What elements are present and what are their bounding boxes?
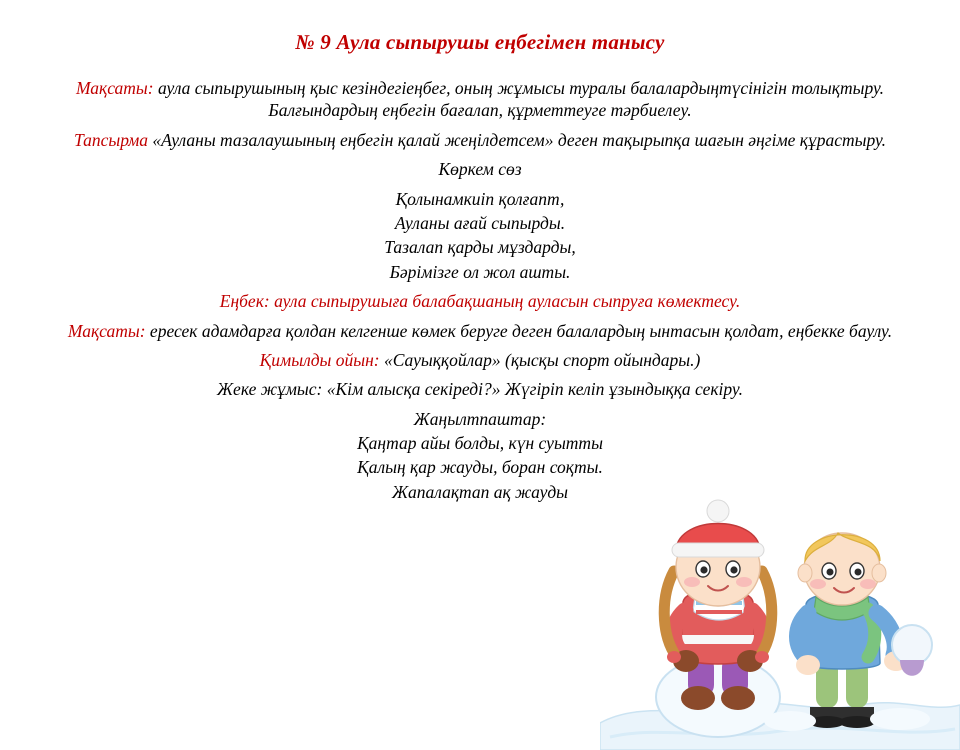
document-body (52, 55, 908, 503)
paragraph-lead: Еңбек: (219, 291, 270, 312)
hat-pompom (707, 500, 729, 522)
snow-bucket (900, 660, 924, 676)
paragraph-lead: Қимылды ойын: (259, 349, 380, 370)
paragraph-text: «Сауыққойлар» (қысқы спорт ойындары.) (379, 349, 701, 370)
paragraph-lead: Мақсаты: (75, 78, 154, 98)
girl-braid-left (664, 571, 674, 653)
paragraph-enbek (52, 290, 908, 312)
page-title: № 9 Аула сыпырушы еңбегімен танысу (295, 30, 665, 54)
snowball (892, 625, 932, 665)
paragraph-text: ересек адамдарға қолдан келгенше көмек беруге деген балалардың ынтасын қолдат, еңбекке баулу. (145, 320, 893, 341)
poem-heading: Көркем сөз (438, 159, 522, 180)
winter-children-illustration (600, 485, 960, 750)
paragraph-text: аула сыпырушыға балабақшаның ауласын сыпруға көмектесу. (269, 291, 741, 312)
paragraph-text: «Ауланы тазалаушының еңбегін қалай жеңілдетсем» деген тақырыпқа шағын әңгіме құрастыру. (148, 129, 887, 150)
snowball-seat (656, 657, 780, 737)
paragraph-maqsaty-2 (52, 320, 908, 342)
slide (0, 30, 960, 750)
paragraph-tapsyrma (52, 129, 908, 151)
boy-hand-left (796, 655, 820, 675)
paragraph-game (52, 349, 908, 371)
paragraph-maqsaty-1 (52, 77, 908, 122)
tongue-twister-line: Жапалақтап ақ жауды (391, 481, 569, 502)
paragraph-lead: Мақсаты: (67, 320, 146, 341)
tongue-twister-line: Қаңтар айы болды, күн суытты (357, 433, 603, 454)
paragraph-text: аула сыпырушының қыс кезіндегіеңбег, оның жұмысы туралы балалардыңтүсінігін толықтыру. Балғындардың еңбегін бағалап, құрметтеуге тәрбиелеу. (153, 78, 885, 121)
tongue-twisters-heading: Жаңылтпаштар: (413, 408, 547, 429)
poem-line: Тазалап қарды мұздарды, (384, 237, 576, 258)
poem-line: Ауланы ағай сыпырды. (394, 212, 566, 233)
paragraph-individual-work: Жеке жұмыс: «Кім алысқа секіреді?» Жүгіріп келіп ұзындыққа секіру. (217, 379, 743, 400)
poem-line: Қолынамкиіп қолғапт, (395, 188, 565, 209)
tongue-twister-line: Қалың қар жауды, боран соқты. (357, 457, 603, 478)
poem-line: Бәрімізге ол жол ашты. (389, 261, 571, 282)
paragraph-lead: Тапсырма (73, 129, 149, 150)
